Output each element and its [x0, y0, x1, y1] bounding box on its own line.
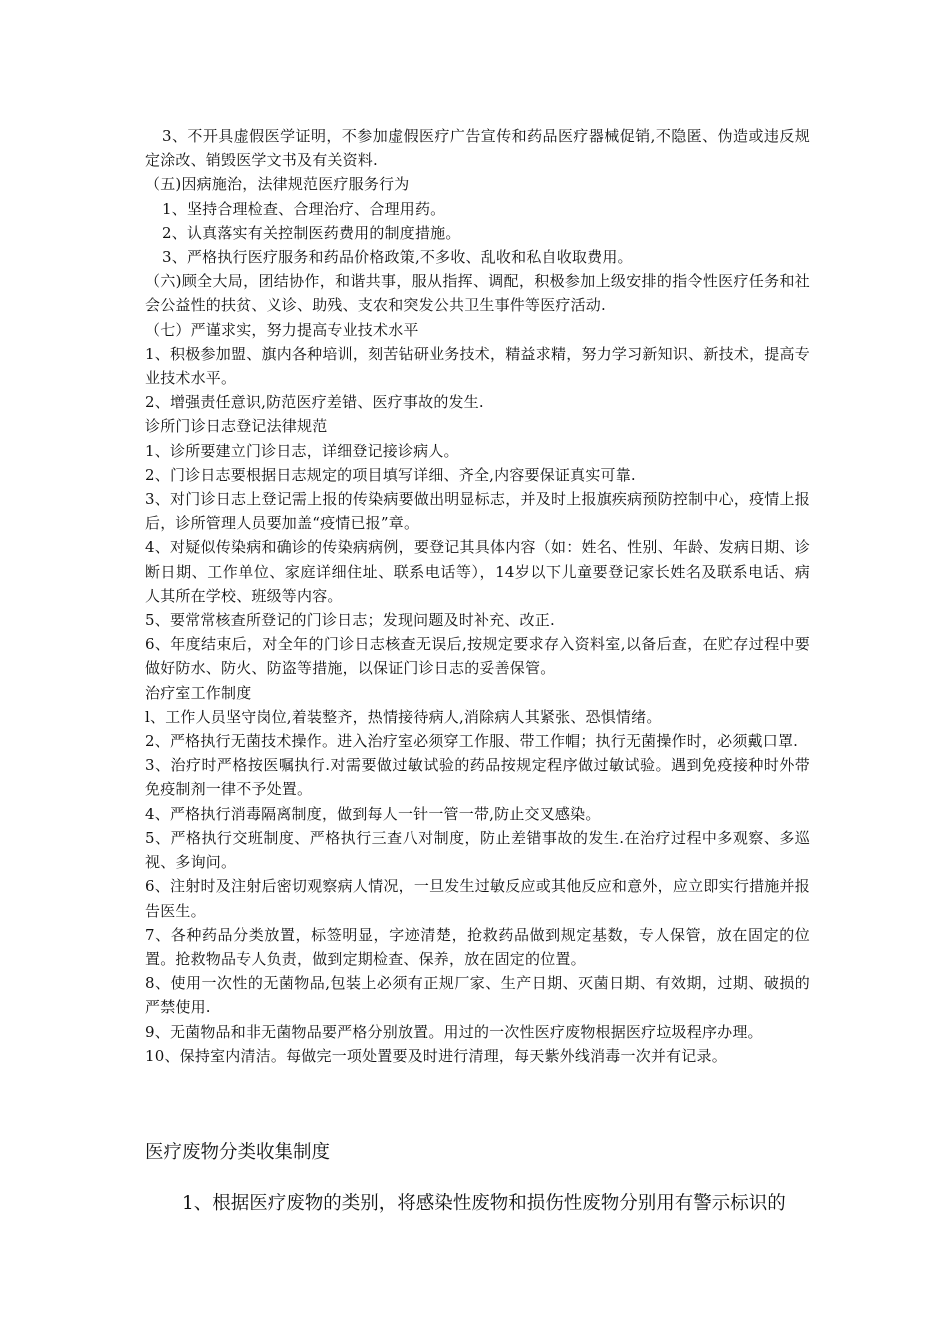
paragraph: 1、积极参加盟、旗内各种培训，刻苦钻研业务技术，精益求精，努力学习新知识、新技术，提高专业技术水平。 [145, 344, 810, 388]
paragraph: 5、要常常核查所登记的门诊日志；发现问题及时补充、改正. [145, 611, 555, 630]
paragraph: 4、对疑似传染病和确诊的传染病病例，要登记其具体内容（如：姓名、性别、年龄、发病日期、诊断日期、工作单位、家庭详细住址、联系电话等），14岁以下儿童要登记家长姓名及联系电话、病人其所在学校、班级等内容。 [145, 538, 810, 605]
section-heading: 医疗废物分类收集制度 [145, 1142, 331, 1163]
paragraph: 6、年度结束后，对全年的门诊日志核查无误后,按规定要求存入资料室,以备后查，在贮存过程中要做好防水、防火、防盗等措施，以保证门诊日志的妥善保管。 [145, 635, 810, 678]
paragraph: 2、增强责任意识,防范医疗差错、医疗事故的发生. [145, 393, 484, 412]
section-title-clinic-log: 诊所门诊日志登记法律规范 [145, 417, 328, 436]
paragraph: 6、注射时及注射后密切观察病人情况，一旦发生过敏反应或其他反应和意外，应立即实行措施并报告医生。 [145, 877, 810, 920]
paragraph: 7、各种药品分类放置，标签明显，字迹清楚，抢救药品做到规定基数，专人保管，放在固定的位置。抢救物品专人负责，做到定期检查、保养，放在固定的位置。 [145, 925, 810, 968]
paragraph: 5、严格执行交班制度、严格执行三查八对制度，防止差错事故的发生.在治疗过程中多观察、多巡视、多询问。 [145, 828, 810, 872]
section-first-line: 1、根据医疗废物的类别，将感染性废物和损伤性废物分别用有警示标识的 [182, 1193, 786, 1214]
paragraph: 3、对门诊日志上登记需上报的传染病要做出明显标志，并及时上报旗疾病预防控制中心，疫情上报后，诊所管理人员要加盖“疫情已报”章。 [145, 490, 810, 533]
paragraph: l、工作人员坚守岗位,着装整齐，热情接待病人,消除病人其紧张、恐惧情绪。 [145, 707, 662, 726]
paragraph: 3、治疗时严格按医嘱执行.对需要做过敏试验的药品按规定程序做过敏试验。遇到免疫接种时外带免疫制剂一律不予处置。 [145, 756, 810, 799]
paragraph: 10、保持室内清洁。每做完一项处置要及时进行清理，每天紫外线消毒一次并有记录。 [145, 1046, 727, 1065]
paragraph: 3、严格执行医疗服务和药品价格政策,不多收、乱收和私自收取费用。 [162, 248, 633, 267]
paragraph: （五)因病施治，法律规范医疗服务行为 [145, 175, 410, 194]
paragraph: 9、无菌物品和非无菌物品要严格分别放置。用过的一次性医疗废物根据医疗垃圾程序办理。 [145, 1022, 763, 1041]
paragraph: 2、门诊日志要根据日志规定的项目填写详细、齐全,内容要保证真实可靠. [145, 465, 636, 484]
paragraph: 8、使用一次性的无菌物品,包装上必须有正规厂家、生产日期、灭菌日期、有效期，过期、破损的严禁使用. [145, 974, 810, 1017]
paragraph: 1、诊所要建立门诊日志，详细登记接诊病人。 [145, 441, 459, 460]
body-text [145, 124, 810, 1068]
paragraph: （七）严谨求实，努力提高专业技术水平 [145, 320, 419, 339]
paragraph: 3、不开具虚假医学证明，不参加虚假医疗广告宣传和药品医疗器械促销,不隐匿、伪造或违反规定涂改、销毁医学文书及有关资料. [145, 127, 810, 170]
paragraph: 2、严格执行无菌技术操作。进入治疗室必须穿工作服、带工作帽；执行无菌操作时，必须戴口罩. [145, 732, 799, 751]
paragraph: 1、坚持合理检查、合理治疗、合理用药。 [162, 199, 446, 218]
paragraph: 2、认真落实有关控制医药费用的制度措施。 [162, 223, 461, 242]
section-title-treatment-room: 治疗室工作制度 [145, 683, 252, 702]
paragraph: 4、严格执行消毒隔离制度，做到每人一针一管一带,防止交叉感染。 [145, 804, 601, 823]
paragraph: （六)顾全大局，团结协作，和谐共事，服从指挥、调配，积极参加上级安排的指令性医疗任务和社会公益性的扶贫、义诊、助残、支农和突发公共卫生事件等医疗活动. [145, 272, 810, 315]
